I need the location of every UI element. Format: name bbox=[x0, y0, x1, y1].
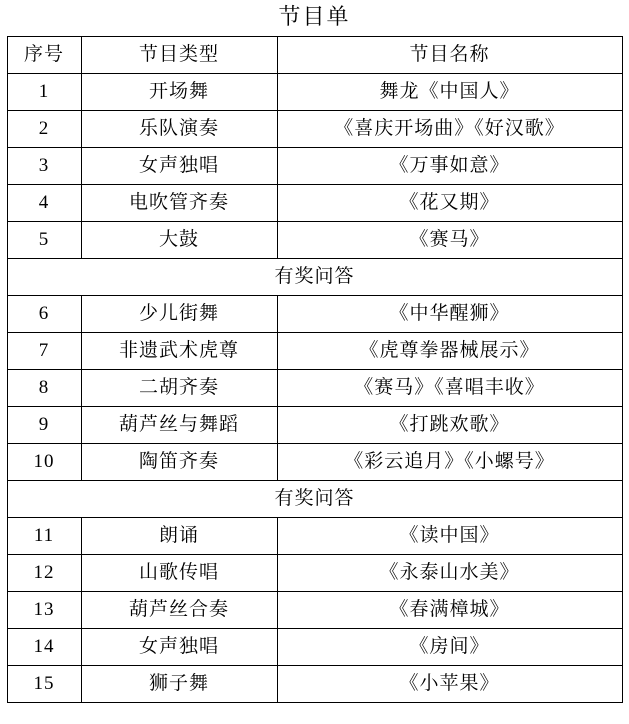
cell-no: 5 bbox=[7, 222, 81, 259]
cell-no: 14 bbox=[7, 629, 81, 666]
table-row bbox=[7, 407, 622, 444]
cell-no: 10 bbox=[7, 444, 81, 481]
cell-name: 《房间》 bbox=[277, 629, 622, 666]
cell-name: 《永泰山水美》 bbox=[277, 555, 622, 592]
table-row bbox=[7, 111, 622, 148]
cell-type: 大鼓 bbox=[81, 222, 277, 259]
cell-no: 3 bbox=[7, 148, 81, 185]
cell-name: 《读中国》 bbox=[277, 518, 622, 555]
cell-no: 13 bbox=[7, 592, 81, 629]
cell-name: 《赛马》 bbox=[277, 222, 622, 259]
cell-type: 非遗武术虎尊 bbox=[81, 333, 277, 370]
table-row bbox=[7, 185, 622, 222]
cell-type: 陶笛齐奏 bbox=[81, 444, 277, 481]
cell-type: 少儿街舞 bbox=[81, 296, 277, 333]
table-body bbox=[7, 37, 622, 703]
cell-name: 《小苹果》 bbox=[277, 666, 622, 703]
program-table bbox=[7, 36, 623, 703]
cell-name: 《花又期》 bbox=[277, 185, 622, 222]
table-row bbox=[7, 592, 622, 629]
cell-type: 狮子舞 bbox=[81, 666, 277, 703]
cell-no: 11 bbox=[7, 518, 81, 555]
cell-no: 9 bbox=[7, 407, 81, 444]
column-header-name: 节目名称 bbox=[277, 37, 622, 74]
table-row bbox=[7, 74, 622, 111]
cell-name: 《赛马》《喜唱丰收》 bbox=[277, 370, 622, 407]
cell-name: 《彩云追月》《小螺号》 bbox=[277, 444, 622, 481]
cell-type: 朗诵 bbox=[81, 518, 277, 555]
cell-name: 《万事如意》 bbox=[277, 148, 622, 185]
table-row bbox=[7, 148, 622, 185]
table-row bbox=[7, 296, 622, 333]
cell-name: 《虎尊拳器械展示》 bbox=[277, 333, 622, 370]
cell-type: 葫芦丝合奏 bbox=[81, 592, 277, 629]
table-header-row bbox=[7, 37, 622, 74]
cell-name: 《喜庆开场曲》《好汉歌》 bbox=[277, 111, 622, 148]
cell-type: 开场舞 bbox=[81, 74, 277, 111]
table-row bbox=[7, 370, 622, 407]
cell-type: 乐队演奏 bbox=[81, 111, 277, 148]
cell-no: 6 bbox=[7, 296, 81, 333]
cell-no: 8 bbox=[7, 370, 81, 407]
page-title: 节目单 bbox=[278, 4, 351, 29]
section-row bbox=[7, 481, 622, 518]
cell-no: 1 bbox=[7, 74, 81, 111]
section-label: 有奖问答 bbox=[7, 481, 622, 518]
cell-no: 12 bbox=[7, 555, 81, 592]
cell-type: 葫芦丝与舞蹈 bbox=[81, 407, 277, 444]
cell-type: 二胡齐奏 bbox=[81, 370, 277, 407]
cell-name: 《打跳欢歌》 bbox=[277, 407, 622, 444]
table-row bbox=[7, 518, 622, 555]
table-row bbox=[7, 333, 622, 370]
cell-no: 15 bbox=[7, 666, 81, 703]
column-header-type: 节目类型 bbox=[81, 37, 277, 74]
cell-type: 电吹管齐奏 bbox=[81, 185, 277, 222]
cell-no: 2 bbox=[7, 111, 81, 148]
section-label: 有奖问答 bbox=[7, 259, 622, 296]
cell-type: 女声独唱 bbox=[81, 629, 277, 666]
table-row bbox=[7, 666, 622, 703]
section-row bbox=[7, 259, 622, 296]
table-row bbox=[7, 222, 622, 259]
cell-name: 《春满樟城》 bbox=[277, 592, 622, 629]
column-header-no: 序号 bbox=[7, 37, 81, 74]
cell-type: 山歌传唱 bbox=[81, 555, 277, 592]
cell-type: 女声独唱 bbox=[81, 148, 277, 185]
cell-name: 《中华醒狮》 bbox=[277, 296, 622, 333]
table-row bbox=[7, 444, 622, 481]
cell-no: 7 bbox=[7, 333, 81, 370]
table-row bbox=[7, 555, 622, 592]
table-row bbox=[7, 629, 622, 666]
cell-no: 4 bbox=[7, 185, 81, 222]
cell-name: 舞龙《中国人》 bbox=[277, 74, 622, 111]
